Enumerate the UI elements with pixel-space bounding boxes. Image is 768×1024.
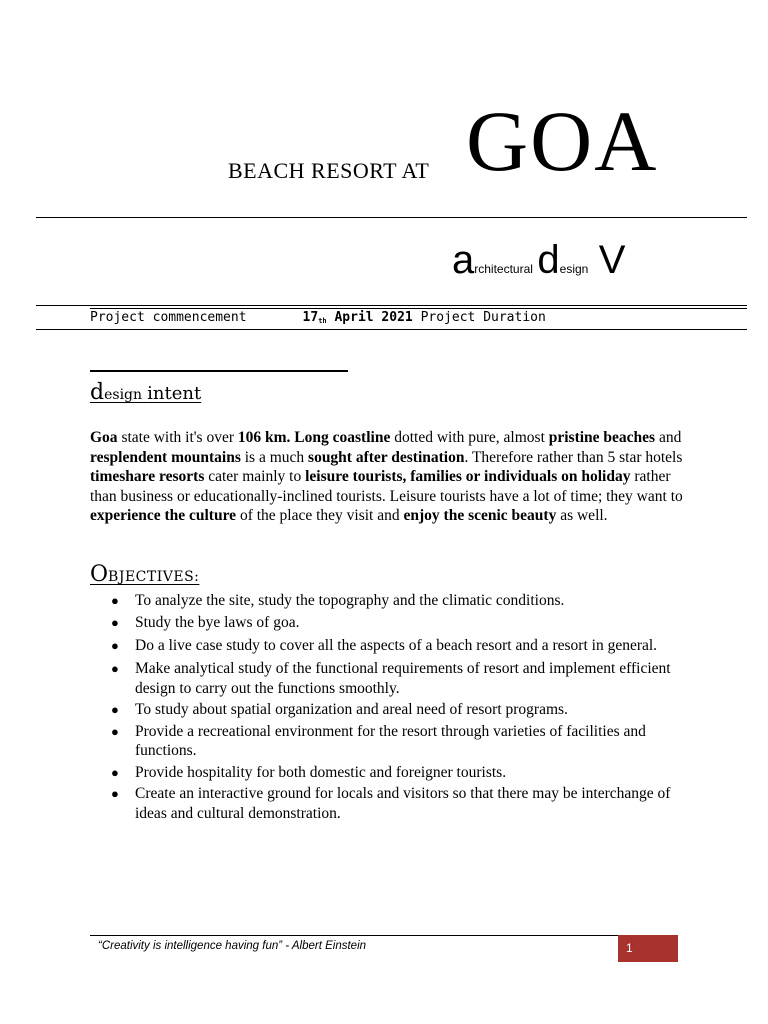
intent-bold-text: enjoy the scenic beauty [403, 507, 557, 524]
bullet-icon: ● [111, 702, 119, 717]
subtitle-d-initial: d [537, 238, 560, 282]
bullet-icon: ● [111, 638, 119, 653]
project-info-line [90, 310, 546, 325]
heading-initial: d [90, 380, 105, 405]
intent-heading-overline [90, 370, 348, 372]
commencement-label: Project commencement [90, 310, 247, 325]
course-subtitle [452, 240, 625, 280]
bullet-icon: ● [111, 593, 119, 608]
objective-text: Create an interactive ground for locals and visitors so that there may be interchange of ideas and cultural demonstration. [135, 785, 671, 822]
subtitle-roman-numeral: V [598, 238, 626, 282]
intent-bold-text: timeshare resorts [90, 468, 205, 485]
objective-item [90, 763, 690, 783]
intent-bold-text: Goa [90, 429, 118, 446]
objective-item [90, 613, 690, 633]
project-top-rule [36, 305, 747, 306]
objective-text: Do a live case study to cover all the aspects of a beach resort and a resort in general. [135, 637, 658, 654]
intent-bold-text: pristine beaches [548, 429, 656, 446]
intent-bold-text: leisure tourists, families or individuals on holiday [305, 468, 631, 485]
intent-text: and [655, 429, 682, 446]
objective-item [90, 659, 690, 698]
objective-item [90, 591, 690, 611]
bullet-icon: ● [111, 723, 119, 739]
project-top-rule-2 [90, 308, 747, 309]
date-rest: April 2021 [334, 310, 413, 325]
intent-text: of the place they visit and [236, 507, 404, 524]
subtitle-a-rest: rchitectural [474, 262, 533, 276]
objective-text: To analyze the site, study the topography and the climatic conditions. [135, 592, 565, 609]
intent-bold-text: resplendent mountains [90, 448, 241, 466]
objective-item [90, 784, 690, 823]
intent-text: state with it's over [117, 429, 238, 446]
intent-text: dotted with pure, almost [390, 429, 549, 446]
title-divider [36, 217, 747, 218]
subtitle-a-initial: a [452, 238, 475, 282]
date-suffix: th [318, 317, 327, 325]
intent-text: . Therefore rather than 5 star hotels [464, 448, 683, 466]
objective-item [90, 634, 690, 657]
objectives-initial: O [90, 562, 109, 587]
intent-bold-text: 106 km. Long coastline [237, 429, 391, 446]
objective-item [90, 700, 690, 720]
design-intent-paragraph [90, 428, 690, 526]
duration-label: Project Duration [420, 310, 546, 325]
intent-bold-text: sought after destination [308, 448, 465, 466]
design-intent-heading [90, 380, 201, 405]
objectives-rest: BJECTIVES: [108, 569, 200, 585]
commencement-date [303, 310, 413, 325]
intent-text: as well. [556, 507, 608, 524]
bullet-icon: ● [111, 661, 119, 676]
bullet-icon: ● [111, 786, 119, 801]
heading-word-intent: intent [147, 383, 202, 404]
objective-text: Study the bye laws of goa. [135, 613, 300, 631]
footer-rule [90, 935, 678, 936]
objectives-heading [90, 562, 199, 587]
subtitle-d-rest: esign [559, 262, 589, 276]
objectives-list [90, 591, 690, 825]
intent-text: cater mainly to [204, 468, 306, 485]
heading-rest: esign [104, 387, 143, 403]
date-day: 17 [302, 310, 319, 325]
objective-text: Make analytical study of the functional requirements of resort and implement efficient design to carry out the functions smoothly. [135, 660, 671, 697]
bullet-icon: ● [111, 614, 119, 630]
project-bottom-rule [36, 329, 747, 330]
objective-text: Provide a recreational environment for the resort through varieties of facilities and functions. [135, 722, 646, 759]
footer-quote: “Creativity is intelligence having fun” - Albert Einstein [98, 940, 367, 952]
title-location: GOA [466, 93, 659, 189]
page-number-badge: 1 [618, 935, 678, 962]
objective-item [90, 722, 690, 761]
objective-text: Provide hospitality for both domestic and foreigner tourists. [135, 763, 507, 781]
title-prefix: BEACH RESORT AT [228, 158, 430, 183]
intent-text: rather than business or educationally-inclined tourists. Leisure tourists have a lot of time; they want to [90, 468, 683, 505]
objective-text: To study about spatial organization and areal need of resort programs. [135, 701, 568, 718]
intent-text: is a much [240, 448, 309, 466]
bullet-icon: ● [111, 764, 119, 780]
intent-bold-text: experience the culture [90, 507, 237, 524]
